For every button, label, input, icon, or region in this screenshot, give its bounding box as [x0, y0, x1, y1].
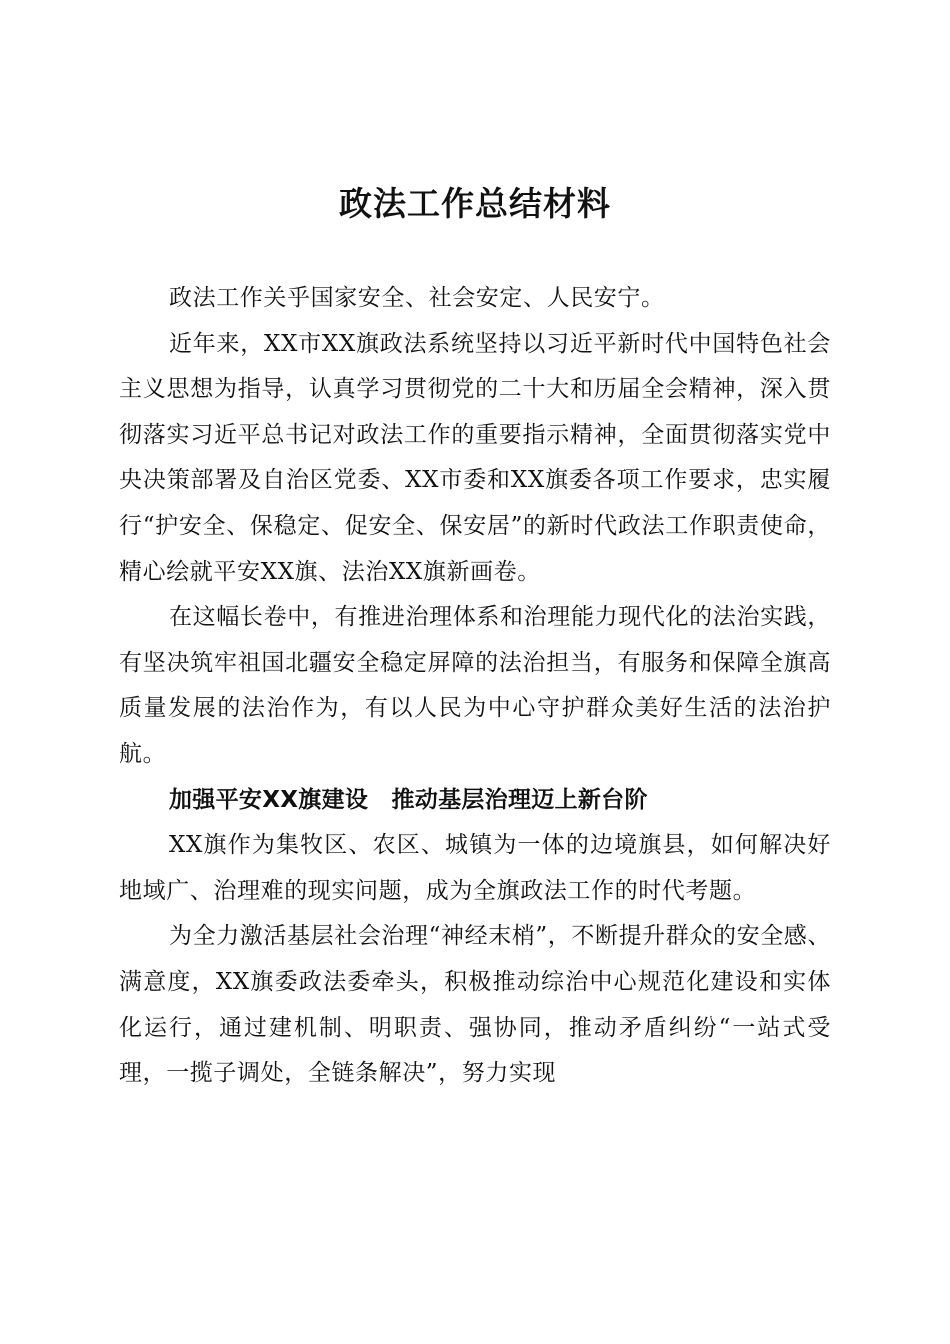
- document-body: [119, 276, 831, 1097]
- document-title: 政法工作总结材料: [339, 184, 611, 223]
- paragraph-long-scroll: 在这幅长卷中，有推进治理体系和治理能力现代化的法治实践，有坚决筑牢祖国北疆安全稳定屏障的法治担当，有服务和保障全旗高质量发展的法治作为，有以人民为中心守护群众美好生活的法治护航。: [119, 604, 831, 767]
- paragraph-grassroots-governance: 为全力激活基层社会治理“神经末梢”，不断提升群众的安全感、满意度，XX旗委政法委牵头，积极推动综治中心规范化建设和实体化运行，通过建机制、明职责、强协同，推动矛盾纠纷“一站式受理，一揽子调处，全链条解决”，努力实现: [119, 923, 831, 1087]
- paragraph-overview: 近年来，XX市XX旗政法系统坚持以习近平新时代中国特色社会主义思想为指导，认真学习贯彻党的二十大和历届全会精神，深入贯彻落实习近平总书记对政法工作的重要指示精神，全面贯彻落实党中央决策部署及自治区党委、XX市委和XX旗委各项工作要求，忠实履行“护安全、保稳定、促安全、保安居”的新时代政法工作职责使命，精心绘就平安XX旗、法治XX旗新画卷。: [119, 330, 831, 585]
- paragraph-intro: 政法工作关乎国家安全、社会安定、人民安宁。: [169, 285, 665, 311]
- section-heading: 加强平安XX旗建设 推动基层治理迈上新台阶: [169, 786, 648, 813]
- paragraph-border-county: XX旗作为集牧区、农区、城镇为一体的边境旗县，如何解决好地域广、治理难的现实问题，成为全旗政法工作的时代考题。: [119, 832, 831, 904]
